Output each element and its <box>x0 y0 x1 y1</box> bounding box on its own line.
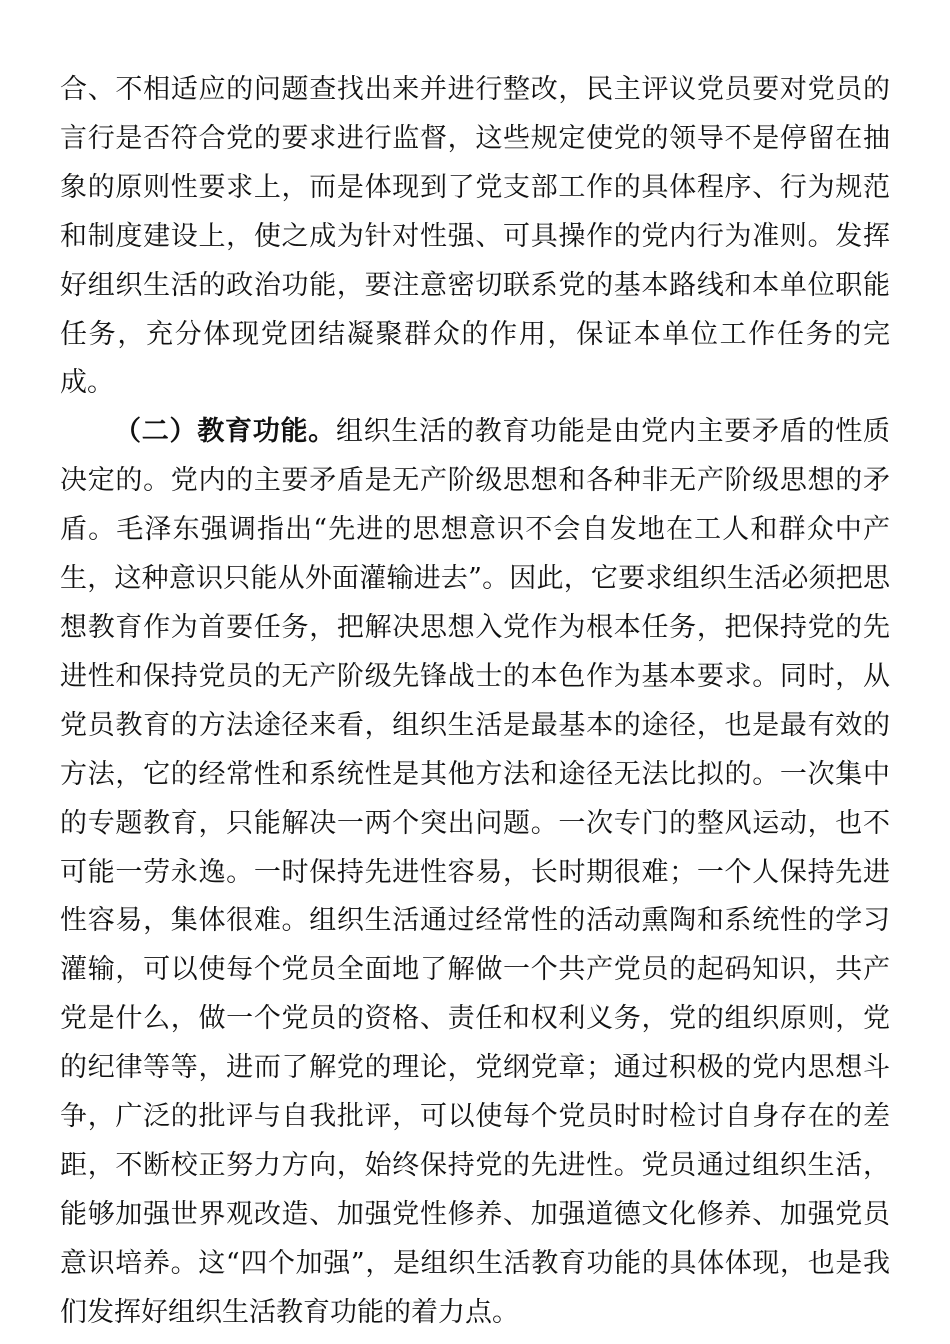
paragraph-continued: 合、不相适应的问题查找出来并进行整改，民主评议党员要对党员的言行是否符合党的要求进行监督，这些规定使党的领导不是停留在抽象的原则性要求上，而是体现到了党支部工作的具体程序、行为规范和制度建设上，使之成为针对性强、可具操作的党内行为准则。发挥好组织生活的政治功能，要注意密切联系党的基本路线和本单位职能任务，充分体现党团结凝聚群众的作用，保证本单位工作任务的完成。 <box>60 74 890 399</box>
document-page <box>60 66 890 1338</box>
section-heading: （二）教育功能。 <box>114 416 336 448</box>
section-body: 组织生活的教育功能是由党内主要矛盾的性质决定的。党内的主要矛盾是无产阶级思想和各种非无产阶级思想的矛盾。毛泽东强调指出“先进的思想意识不会自发地在工人和群众中产生，这种意识只能从外面灌输进去”。因此，它要求组织生活必须把思想教育作为首要任务，把解决思想入党作为根本任务，把保持党的先进性和保持党员的无产阶级先锋战士的本色作为基本要求。同时，从党员教育的方法途径来看，组织生活是最基本的途径，也是最有效的方法，它的经常性和系统性是其他方法和途径无法比拟的。一次集中的专题教育，只能解决一两个突出问题。一次专门的整风运动，也不可能一劳永逸。一时保持先进性容易，长时期很难；一个人保持先进性容易，集体很难。组织生活通过经常性的活动熏陶和系统性的学习灌输，可以使每个党员全面地了解做一个共产党员的起码知识，共产党是什么，做一个党员的资格、责任和权利义务，党的组织原则，党的纪律等等，进而了解党的理论，党纲党章；通过积极的党内思想斗争，广泛的批评与自我批评，可以使每个党员时时检讨自身存在的差距，不断校正努力方向，始终保持党的先进性。党员通过组织生活，能够加强世界观改造、加强党性修养、加强道德文化修养、加强党员意识培养。这“四个加强”，是组织生活教育功能的具体体现，也是我们发挥好组织生活教育功能的着力点。 <box>60 416 891 1328</box>
section-education-function <box>60 408 890 1337</box>
